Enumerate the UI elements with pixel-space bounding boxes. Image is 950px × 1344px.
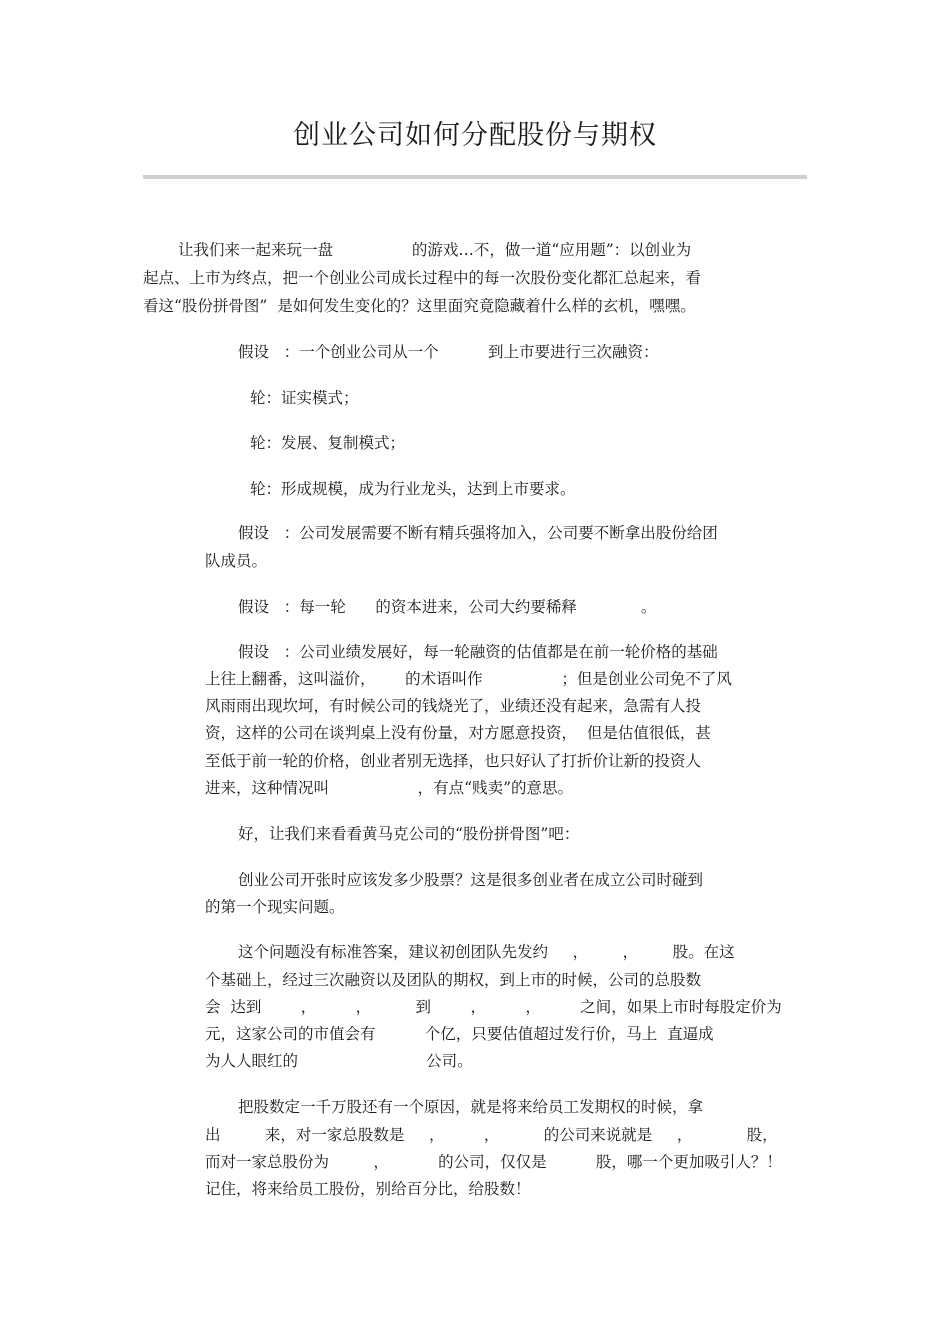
- text-line: 让我们来一起来玩一盘 的游戏…不，做一道“应用题”：以创业为: [178, 241, 692, 259]
- text-line: 至低于前一轮的价格，创业者别无选择，也只好认了打折价让新的投资人: [205, 752, 702, 770]
- text-line: 进来，这种情况叫 ，有点“贱卖”的意思。: [205, 779, 574, 797]
- text-line: 这个问题没有标准答案，建议初创团队先发约 ， ， 股。在这: [238, 943, 735, 961]
- text-line: 队成员。: [205, 552, 268, 570]
- title-underline: [143, 175, 807, 179]
- text-line: 个基础上，经过三次融资以及团队的期权，到上市的时候，公司的总股数: [205, 971, 702, 989]
- text-line: 看这“股份拼骨图” 是如何发生变化的？这里面究竟隐藏着什么样的玄机，嘿嘿。: [143, 297, 696, 315]
- text-line: 假设 ：一个创业公司从一个 到上市要进行三次融资：: [238, 343, 659, 361]
- text-line: 资，这样的公司在谈判桌上没有份量，对方愿意投资， 但是估值很低，甚: [205, 724, 711, 742]
- text-line: 为人人眼红的 公司。: [205, 1052, 473, 1070]
- text-line: 记住，将来给员工股份，别给百分比，给股数！: [205, 1180, 531, 1198]
- text-line: 出 来，对一家总股数是 ， ， 的公司来说就是 ， 股，: [205, 1126, 778, 1144]
- text-line: 而对一家总股份为 ， 的公司，仅仅是 股，哪一个更加吸引人？！: [205, 1153, 782, 1171]
- text-line: 假设 ：公司发展需要不断有精兵强将加入，公司要不断拿出股份给团: [238, 524, 718, 542]
- text-line: 风雨雨出现坎坷，有时候公司的钱烧光了，业绩还没有起来，急需有人投: [205, 697, 702, 715]
- page-title: 创业公司如何分配股份与期权: [293, 120, 657, 151]
- text-line: 假设 ：公司业绩发展好，每一轮融资的估值都是在前一轮价格的基础: [238, 643, 718, 661]
- text-line: 起点、上市为终点，把一个创业公司成长过程中的每一次股份变化都汇总起来，看: [143, 269, 702, 287]
- text-line: 好，让我们来看看黄马克公司的“股份拼骨图”吧：: [238, 825, 580, 843]
- text-line: 会 达到 ， ， 到 ， ， 之间，如果上市时每股定价为: [205, 998, 782, 1016]
- text-line: 创业公司开张时应该发多少股票？这是很多创业者在成立公司时碰到: [238, 871, 704, 889]
- text-line: 元，这家公司的市值会有 个亿，只要估值超过发行价，马上 直逼成: [205, 1025, 714, 1043]
- text-line: 轮：形成规模，成为行业龙头，达到上市要求。: [250, 480, 576, 498]
- text-line: 的第一个现实问题。: [205, 898, 345, 916]
- text-line: 假设 ：每一轮 的资本进来，公司大约要稀释 。: [238, 598, 657, 616]
- text-line: 上往上翻番，这叫溢价， 的术语叫作 ；但是创业公司免不了风: [205, 670, 732, 688]
- text-line: 轮：发展、复制模式；: [250, 434, 406, 452]
- text-line: 把股数定一千万股还有一个原因，就是将来给员工发期权的时候，拿: [238, 1098, 704, 1116]
- text-line: 轮：证实模式；: [250, 389, 359, 407]
